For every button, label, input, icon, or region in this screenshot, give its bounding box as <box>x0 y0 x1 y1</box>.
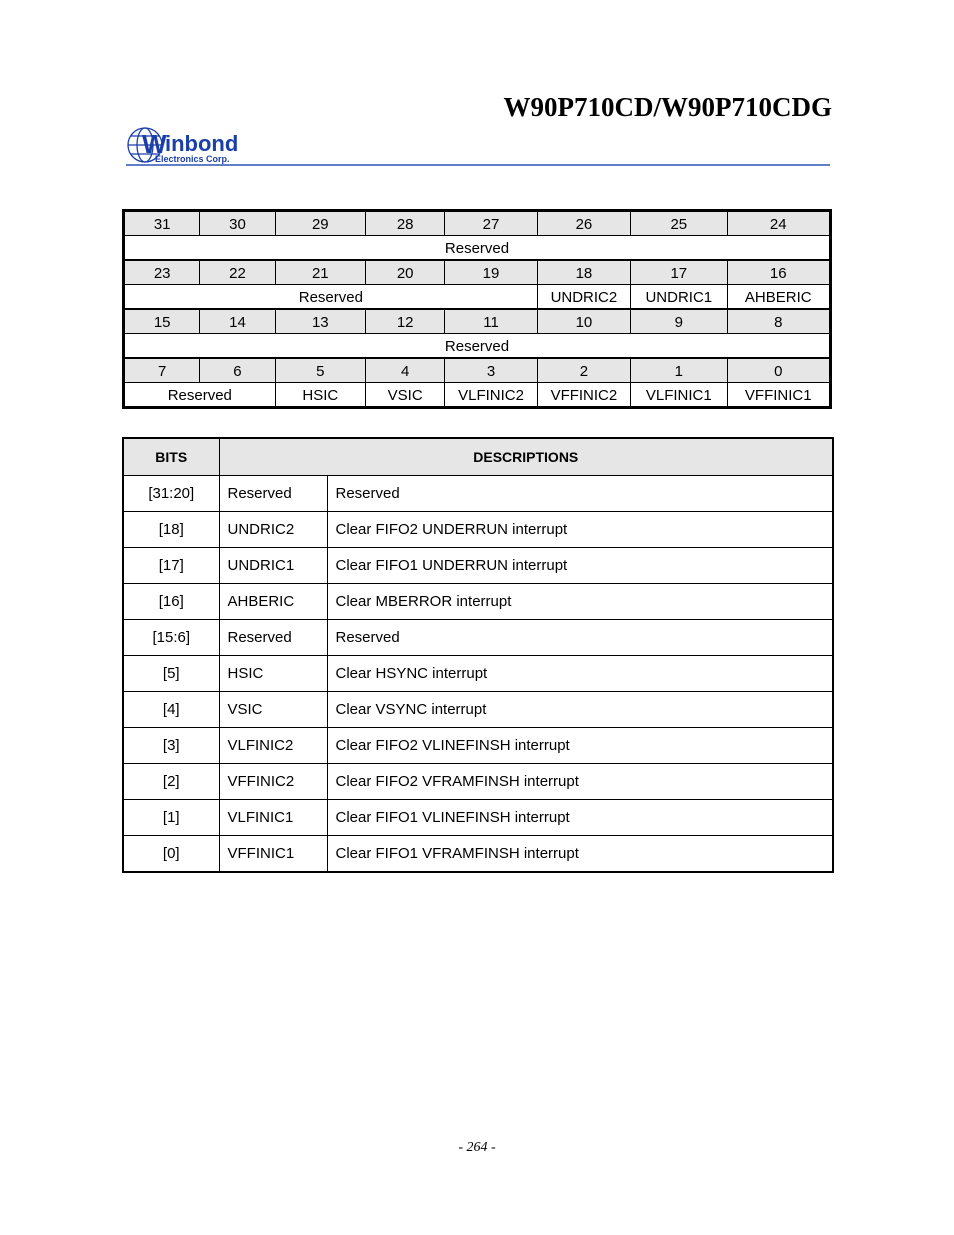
bit-field-cell: Reserved <box>124 334 831 359</box>
bit-number-cell: 24 <box>727 211 830 236</box>
bit-number-cell: 8 <box>727 309 830 334</box>
bit-number-cell: 13 <box>275 309 365 334</box>
bits-cell: [5] <box>123 656 219 692</box>
description-cell: Clear MBERROR interrupt <box>327 584 833 620</box>
bit-field-row <box>124 285 831 310</box>
bits-cell: [4] <box>123 692 219 728</box>
description-cell: Clear FIFO2 UNDERRUN interrupt <box>327 512 833 548</box>
bits-cell: [1] <box>123 800 219 836</box>
svg-text:W: W <box>142 129 167 159</box>
bit-number-cell: 2 <box>537 358 630 383</box>
bits-cell: [16] <box>123 584 219 620</box>
svg-text:Electronics Corp.: Electronics Corp. <box>155 154 230 164</box>
bit-number-cell: 20 <box>366 260 445 285</box>
bit-number-cell: 31 <box>124 211 200 236</box>
bit-field-row <box>124 236 831 261</box>
field-name-cell: HSIC <box>219 656 327 692</box>
page-number: - 264 - <box>458 1140 496 1155</box>
bits-cell: [2] <box>123 764 219 800</box>
description-cell: Clear FIFO1 VLINEFINSH interrupt <box>327 800 833 836</box>
bit-number-cell: 14 <box>200 309 275 334</box>
bit-field-cell: Reserved <box>124 236 831 261</box>
description-cell: Clear FIFO1 VFRAMFINSH interrupt <box>327 836 833 873</box>
table-row <box>123 728 833 764</box>
bit-number-row <box>124 358 831 383</box>
field-name-cell: Reserved <box>219 620 327 656</box>
table-row <box>123 620 833 656</box>
description-cell: Reserved <box>327 476 833 512</box>
bit-field-row <box>124 334 831 359</box>
table-row <box>123 548 833 584</box>
bits-cell: [0] <box>123 836 219 873</box>
bit-number-cell: 22 <box>200 260 275 285</box>
description-cell: Reserved <box>327 620 833 656</box>
bit-field-cell: Reserved <box>124 383 276 408</box>
bit-number-cell: 3 <box>445 358 537 383</box>
register-bit-map <box>122 209 832 409</box>
bit-number-row <box>124 260 831 285</box>
bit-number-row <box>124 211 831 236</box>
header-rule <box>126 164 830 166</box>
bit-number-cell: 0 <box>727 358 830 383</box>
table-row <box>123 656 833 692</box>
bits-cell: [3] <box>123 728 219 764</box>
table-row <box>123 476 833 512</box>
field-name-cell: UNDRIC1 <box>219 548 327 584</box>
bit-number-cell: 30 <box>200 211 275 236</box>
field-name-cell: VFFINIC2 <box>219 764 327 800</box>
bit-field-cell: Reserved <box>124 285 538 310</box>
table-row <box>123 512 833 548</box>
table-header-row <box>123 438 833 476</box>
svg-text:inbond: inbond <box>165 131 239 156</box>
bit-field-cell: UNDRIC1 <box>631 285 727 310</box>
description-cell: Clear FIFO2 VLINEFINSH interrupt <box>327 728 833 764</box>
bits-cell: [18] <box>123 512 219 548</box>
bit-number-cell: 4 <box>366 358 445 383</box>
bits-header: BITS <box>123 438 219 476</box>
bit-number-cell: 11 <box>445 309 537 334</box>
description-cell: Clear FIFO1 UNDERRUN interrupt <box>327 548 833 584</box>
table-row <box>123 584 833 620</box>
bit-description-table <box>122 437 834 873</box>
bit-number-cell: 27 <box>445 211 537 236</box>
bit-number-cell: 19 <box>445 260 537 285</box>
description-cell: Clear HSYNC interrupt <box>327 656 833 692</box>
bit-number-cell: 25 <box>631 211 727 236</box>
field-name-cell: AHBERIC <box>219 584 327 620</box>
field-name-cell: VSIC <box>219 692 327 728</box>
bit-number-cell: 1 <box>631 358 727 383</box>
bit-number-cell: 21 <box>275 260 365 285</box>
bit-field-cell: UNDRIC2 <box>537 285 630 310</box>
bit-field-cell: HSIC <box>275 383 365 408</box>
field-name-cell: Reserved <box>219 476 327 512</box>
field-name-cell: VFFINIC1 <box>219 836 327 873</box>
bit-number-cell: 6 <box>200 358 275 383</box>
table-row <box>123 836 833 873</box>
bit-field-cell: AHBERIC <box>727 285 830 310</box>
bit-number-cell: 18 <box>537 260 630 285</box>
bit-number-cell: 7 <box>124 358 200 383</box>
bit-number-cell: 17 <box>631 260 727 285</box>
bit-number-cell: 15 <box>124 309 200 334</box>
bit-number-cell: 9 <box>631 309 727 334</box>
bit-number-cell: 5 <box>275 358 365 383</box>
document-title: W90P710CD/W90P710CDG <box>503 92 832 122</box>
field-name-cell: VLFINIC1 <box>219 800 327 836</box>
field-name-cell: VLFINIC2 <box>219 728 327 764</box>
bit-field-row <box>124 383 831 408</box>
bit-number-cell: 28 <box>366 211 445 236</box>
bits-cell: [15:6] <box>123 620 219 656</box>
description-cell: Clear VSYNC interrupt <box>327 692 833 728</box>
bit-number-cell: 26 <box>537 211 630 236</box>
bit-number-cell: 10 <box>537 309 630 334</box>
field-name-cell: UNDRIC2 <box>219 512 327 548</box>
bits-cell: [31:20] <box>123 476 219 512</box>
table-row <box>123 764 833 800</box>
bit-number-row <box>124 309 831 334</box>
bit-field-cell: VLFINIC1 <box>631 383 727 408</box>
winbond-logo <box>126 124 256 168</box>
table-row <box>123 692 833 728</box>
bit-number-cell: 23 <box>124 260 200 285</box>
bit-number-cell: 29 <box>275 211 365 236</box>
bit-field-cell: VFFINIC2 <box>537 383 630 408</box>
table-row <box>123 800 833 836</box>
description-cell: Clear FIFO2 VFRAMFINSH interrupt <box>327 764 833 800</box>
bit-number-cell: 16 <box>727 260 830 285</box>
descriptions-header: DESCRIPTIONS <box>219 438 833 476</box>
bit-number-cell: 12 <box>366 309 445 334</box>
bit-field-cell: VFFINIC1 <box>727 383 830 408</box>
bits-cell: [17] <box>123 548 219 584</box>
bit-field-cell: VSIC <box>366 383 445 408</box>
bit-field-cell: VLFINIC2 <box>445 383 537 408</box>
